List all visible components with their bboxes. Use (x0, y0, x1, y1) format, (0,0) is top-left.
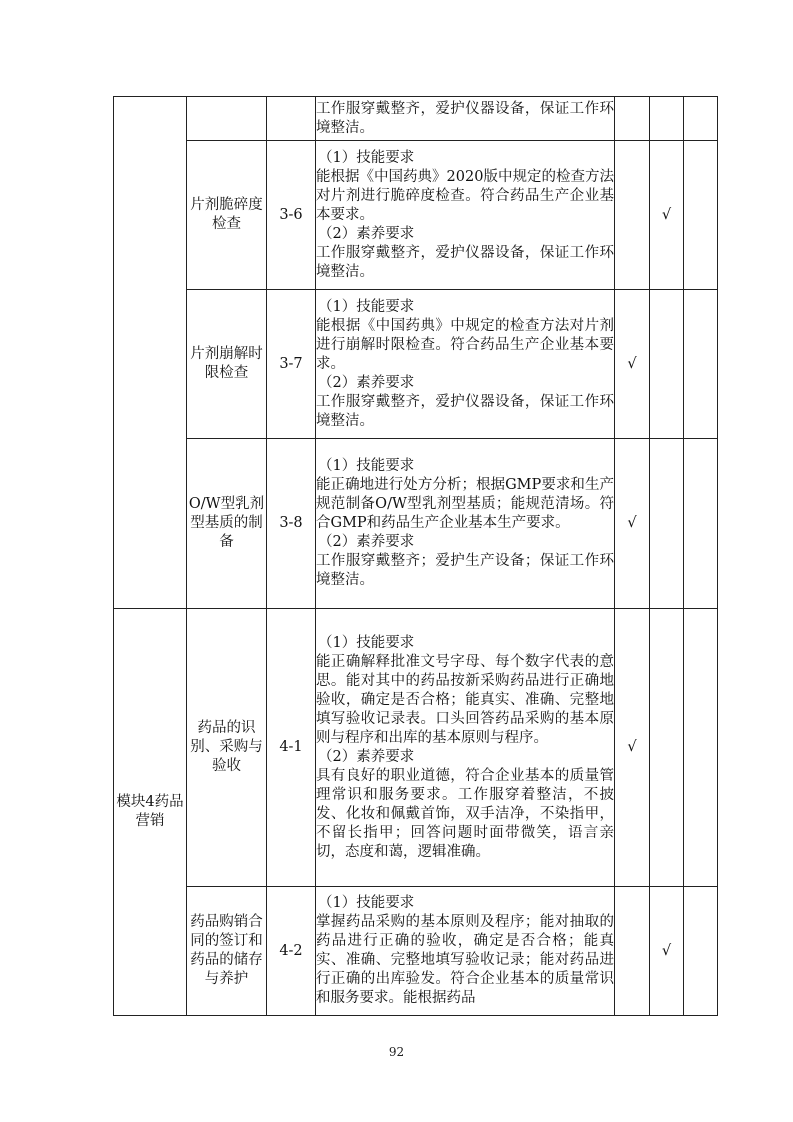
description-line: 工作服穿戴整齐，爱护仪器设备，保证工作环境整洁。 (316, 393, 614, 429)
item-description (316, 887, 615, 1016)
table-row (114, 141, 718, 290)
description-line: 掌握药品采购的基本原则及程序；能对抽取的药品进行正确的验收，确定是否合格；能真实、准确、完整地填写验收记录；能对药品进行正确的出库验发。符合企业基本的质量常识和服务要求。能根据药品 (316, 914, 614, 1006)
item-code: 4-1 (267, 609, 316, 887)
description-line: 工作服穿戴整齐，爱护仪器设备，保证工作环境整洁。 (316, 100, 614, 136)
item-description (316, 141, 615, 290)
check-mark (650, 97, 684, 141)
skill-heading: （1）技能要求 (318, 634, 415, 651)
description-line: 能根据《中国药典》中规定的检查方法对片剂进行崩解时限检查。符合药品生产企业基本要求。 (316, 317, 614, 372)
item-code: 4-2 (267, 887, 316, 1016)
check-mark (650, 290, 684, 439)
table-row (114, 609, 718, 887)
table-row (114, 290, 718, 439)
check-mark (650, 439, 684, 609)
table-row (114, 97, 718, 141)
check-mark: √ (615, 290, 650, 439)
check-mark (684, 141, 718, 290)
description-line: 工作服穿戴整齐；爱护生产设备；保证工作环境整洁。 (316, 553, 614, 588)
module-name: 模块4药品营销 (114, 609, 187, 1016)
item-name (187, 97, 267, 141)
skill-heading: （1）技能要求 (318, 458, 415, 474)
description-line: 能正确解释批准文号字母、每个数字代表的意思。能对其中的药品按新采购药品进行正确地验收，确定是否合格；能真实、准确、完整地填写验收记录表。口头回答药品采购的基本原则与程序和出库的基本原则与程序。 (316, 653, 614, 746)
quality-heading: （2）素养要求 (318, 534, 415, 550)
item-description (316, 97, 615, 141)
item-code: 3-8 (267, 439, 316, 609)
check-mark (615, 141, 650, 290)
item-name: 片剂崩解时限检查 (187, 290, 267, 439)
description-line: 能正确地进行处方分析；根据GMP要求和生产规范制备O/W型乳剂型基质；能规范清场。符合GMP和药品生产企业基本生产要求。 (316, 477, 614, 531)
item-description (316, 439, 615, 609)
item-description (316, 609, 615, 887)
skill-heading: （1）技能要求 (318, 895, 415, 911)
curriculum-table (113, 96, 718, 1016)
table-row (114, 439, 718, 609)
skill-heading: （1）技能要求 (318, 298, 415, 315)
check-mark (650, 609, 684, 887)
check-mark (684, 887, 718, 1016)
check-mark: √ (615, 609, 650, 887)
quality-heading: （2）素养要求 (318, 374, 415, 391)
quality-heading: （2）素养要求 (318, 225, 415, 242)
description-line: 具有良好的职业道德，符合企业基本的质量管理常识和服务要求。工作服穿着整洁，不披发、化妆和佩戴首饰，双手洁净，不染指甲，不留长指甲；回答问题时面带微笑，语言亲切，态度和蔼，逻辑准确。 (316, 767, 614, 860)
check-mark (684, 609, 718, 887)
skill-heading: （1）技能要求 (318, 149, 415, 166)
item-code: 3-7 (267, 290, 316, 439)
table-row (114, 887, 718, 1016)
item-code: 3-6 (267, 141, 316, 290)
check-mark (684, 439, 718, 609)
item-name: 药品的识别、采购与验收 (187, 609, 267, 887)
check-mark: √ (650, 887, 684, 1016)
item-description (316, 290, 615, 439)
check-mark (615, 97, 650, 141)
quality-heading: （2）素养要求 (318, 748, 415, 765)
item-name: 药品购销合同的签订和药品的储存与养护 (187, 887, 267, 1016)
module-cell-continued (114, 97, 187, 609)
description-line: 能根据《中国药典》2020版中规定的检查方法对片剂进行脆碎度检查。符合药品生产企业基本要求。 (316, 168, 614, 223)
description-line: 工作服穿戴整齐，爱护仪器设备，保证工作环境整洁。 (316, 244, 614, 280)
item-name: O/W型乳剂型基质的制备 (187, 439, 267, 609)
check-mark (684, 290, 718, 439)
check-mark: √ (650, 141, 684, 290)
check-mark (615, 887, 650, 1016)
check-mark (684, 97, 718, 141)
item-code (267, 97, 316, 141)
item-name: 片剂脆碎度检查 (187, 141, 267, 290)
page-number: 92 (388, 1045, 405, 1059)
check-mark: √ (615, 439, 650, 609)
